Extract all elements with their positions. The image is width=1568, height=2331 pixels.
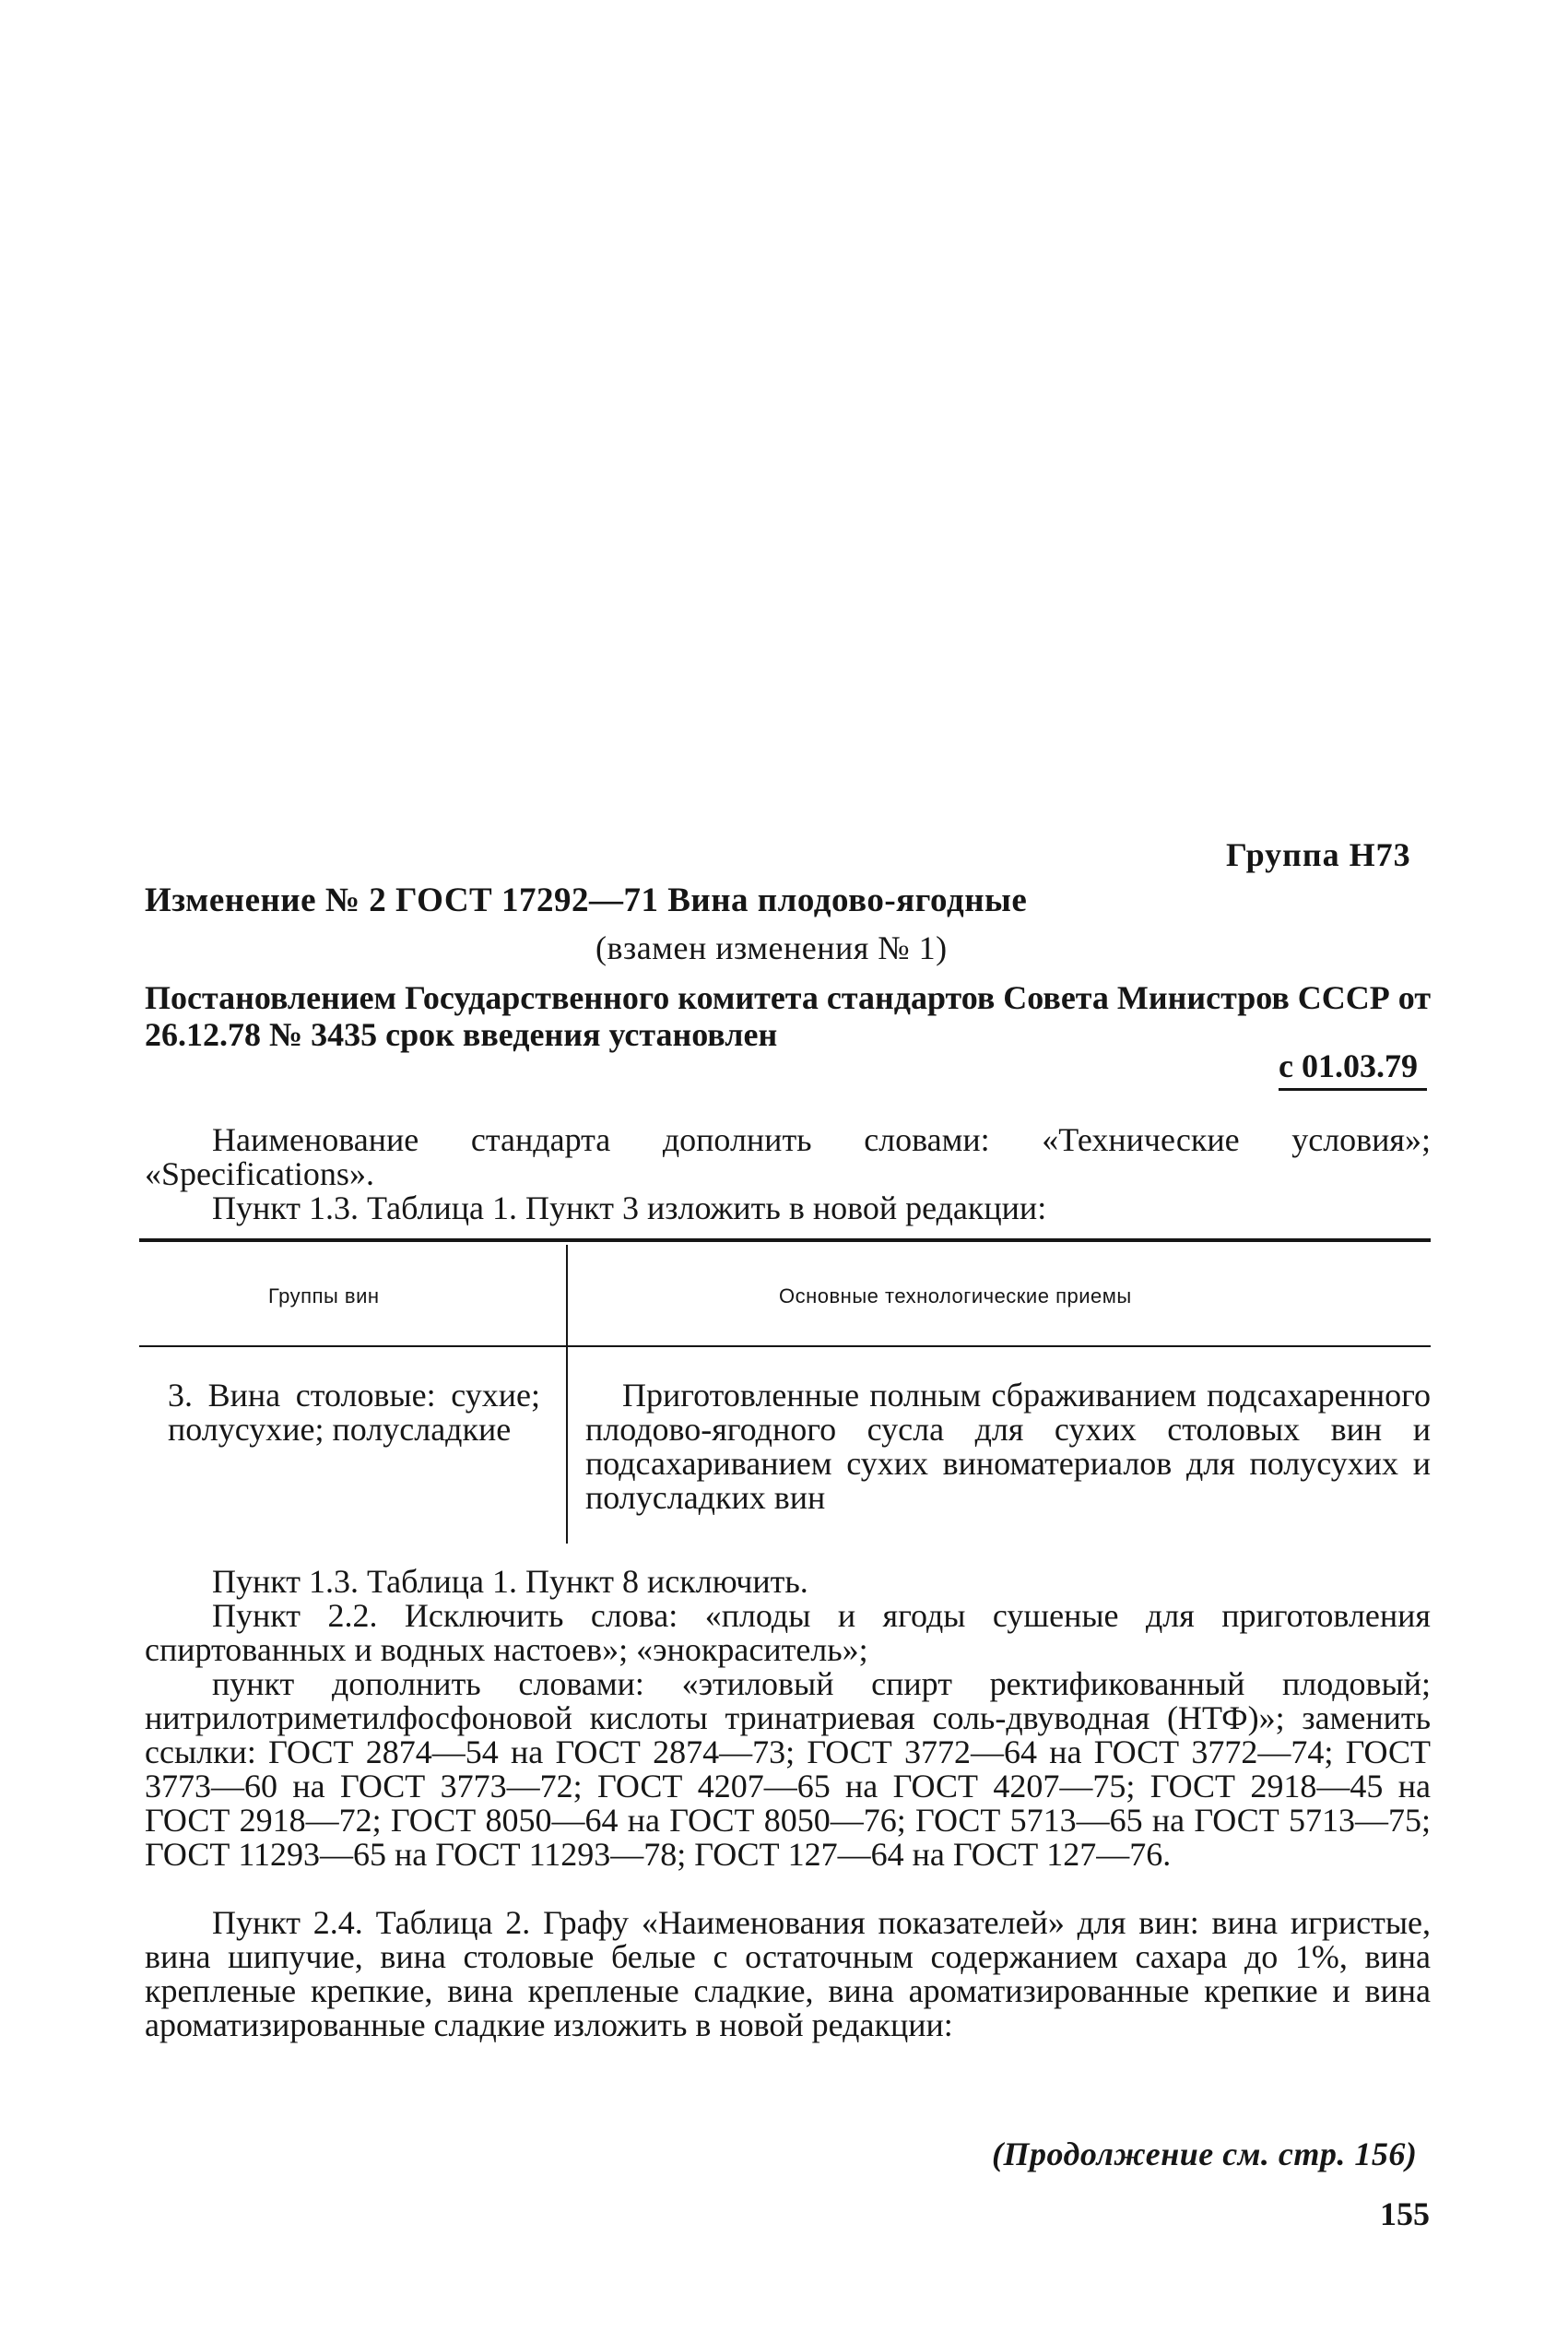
table-top-rule [139,1238,1431,1242]
paragraph-standard-name: Наименование стандарта дополнить словами: «Технические условия»; «Specifications». [145,1121,1431,1192]
table-column-divider [566,1245,568,1544]
paragraph-item-8: Пункт 1.3. Таблица 1. Пункт 8 исключить. [212,1563,808,1600]
table-cell-wine-group: 3. Вина столовые: сухие; полусухие; полусладкие [168,1377,540,1448]
amendment-subtitle: (взамен изменения № 1) [595,929,948,966]
table-cell-technique: Приготовленные полным сбраживанием подсахаренного плодово-ягодного сусла для сухих столовых вин и подсахариванием сухих виноматериалов для полусухих и полусладких вин [585,1377,1431,1516]
table-header-techniques: Основные технологические приемы [779,1284,1132,1307]
continuation-note: (Продолжение см. стр. 156) [992,2136,1418,2172]
paragraph-item-2-2: Пункт 2.2. Исключить слова: «плоды и ягоды сушеные для приготовления спиртованных и водных настоев»; «энокраситель»; [145,1597,1431,1668]
effective-date-underline [1279,1088,1427,1091]
paragraph-table-intro: Пункт 1.3. Таблица 1. Пункт 3 изложить в новой редакции: [212,1189,1047,1226]
paragraph-item-2-4: Пункт 2.4. Таблица 2. Графу «Наименования показателей» для вин: вина игристые, вина шипучие, вина столовые белые с остаточным содержанием сахара до 1%, вина крепленые крепкие, вина крепленые сладкие, вина ароматизированные крепкие и вина ароматизированные сладкие изложить в новой редакции: [145,1904,1431,2043]
table-header-rule [139,1345,1431,1347]
page-number: 155 [1380,2195,1430,2232]
effective-date: с 01.03.79 [1279,1047,1418,1084]
amendment-title: Изменение № 2 ГОСТ 17292—71 Вина плодово-ягодные [145,882,1028,919]
paragraph-references: пункт дополнить словами: «этиловый спирт ректификованный плодовый; нитрилотриметилфосфоновой кислоты тринатриевая соль-двуводная (НТФ)»; заменить ссылки: ГОСТ 2874—54 на ГОСТ 2874—73; ГОСТ 3772—64 на ГОСТ 3772—74; ГОСТ 3773—60 на ГОСТ 3773—72; ГОСТ 4207—65 на ГОСТ 4207—75; ГОСТ 2918—45 на ГОСТ 2918—72; ГОСТ 8050—64 на ГОСТ 8050—76; ГОСТ 5713—65 на ГОСТ 5713—75; ГОСТ 11293—65 на ГОСТ 11293—78; ГОСТ 127—64 на ГОСТ 127—76. [145,1665,1431,1873]
table-header-wine-groups: Группы вин [268,1284,380,1307]
group-code: Группа Н73 [1226,836,1411,873]
decree-text: Постановлением Государственного комитета стандартов Совета Министров СССР от 26.12.78 № 3435 срок введения установлен [145,979,1431,1053]
